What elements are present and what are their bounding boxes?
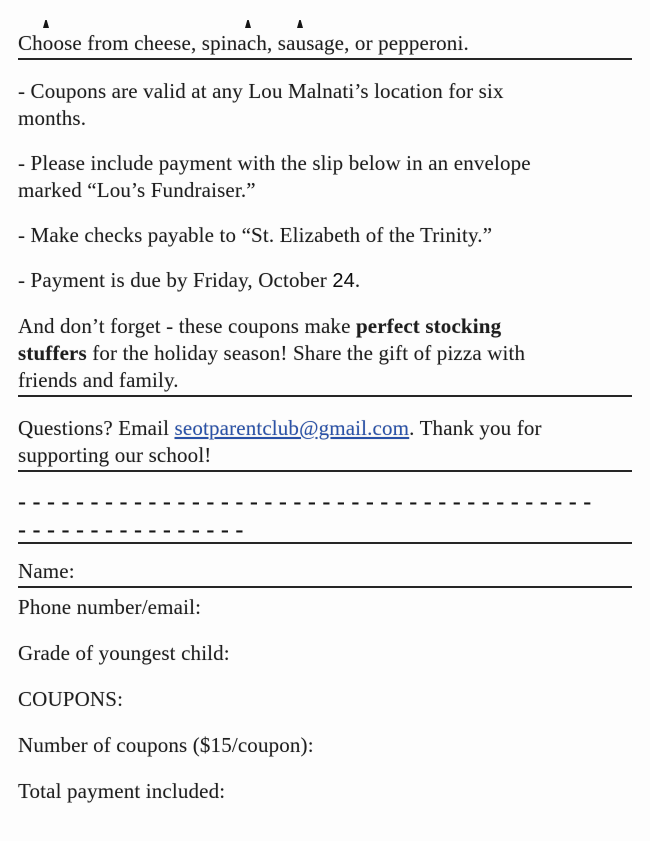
bullet-line: - Coupons are valid at any Lou Malnati’s location for six [18,79,504,103]
stocking-stuffers-paragraph [18,313,632,397]
cut-line-dashes-2: ---------------- [18,520,250,540]
bullet-line: - Make checks payable to “St. Elizabeth of the Trinity.” [18,223,493,247]
bullet-checks-payable [18,222,632,249]
bold-perfect-stocking: perfect stocking [355,314,502,338]
payment-due-text: - Payment is due by Friday, October [18,268,333,292]
cut-line-dashes-1: ---------------------------------------- [18,492,598,512]
flavor-options-line: Choose from cheese, spinach, sausage, or pepperoni. [18,30,632,60]
bullet-coupons-valid [18,78,632,132]
payment-due-period: . [354,268,361,292]
paragraph-line: stuffers for the holiday season! Share the gift of pizza with [18,341,526,365]
paragraph-line: supporting our school! [18,443,212,467]
cropped-text-remnant [245,20,251,28]
bullet-include-payment [18,150,632,204]
bullet-line: - Please include payment with the slip below in an envelope [18,151,531,175]
cropped-text-remnant [43,20,49,28]
coupons-heading: COUPONS: [18,687,124,711]
bold-stuffers: stuffers [18,341,87,365]
bullet-line: months. [18,106,87,130]
separator-rule [18,542,632,544]
paragraph-line: friends and family. [18,368,179,392]
cropped-text-remnant [297,20,303,28]
field-number-of-coupons-label: Number of coupons ($15/coupon): [18,733,314,757]
edited-due-date: 24 [332,270,355,292]
field-name-label: Name: [18,558,632,588]
paragraph-line: And don’t forget - these coupons make perfect stocking [18,314,502,338]
bullet-payment-due [18,267,632,295]
email-link[interactable]: seotparentclub@gmail.com [174,416,410,440]
field-total-payment-label: Total payment included: [18,779,226,803]
bullet-line: marked “Lou’s Fundraiser.” [18,178,256,202]
paragraph-line: Questions? Email seotparentclub@gmail.com. Thank you for [18,416,542,440]
questions-paragraph [18,415,632,472]
field-grade-label: Grade of youngest child: [18,641,230,665]
field-phone-email-label: Phone number/email: [18,595,202,619]
cropped-line-remnants [18,0,632,30]
